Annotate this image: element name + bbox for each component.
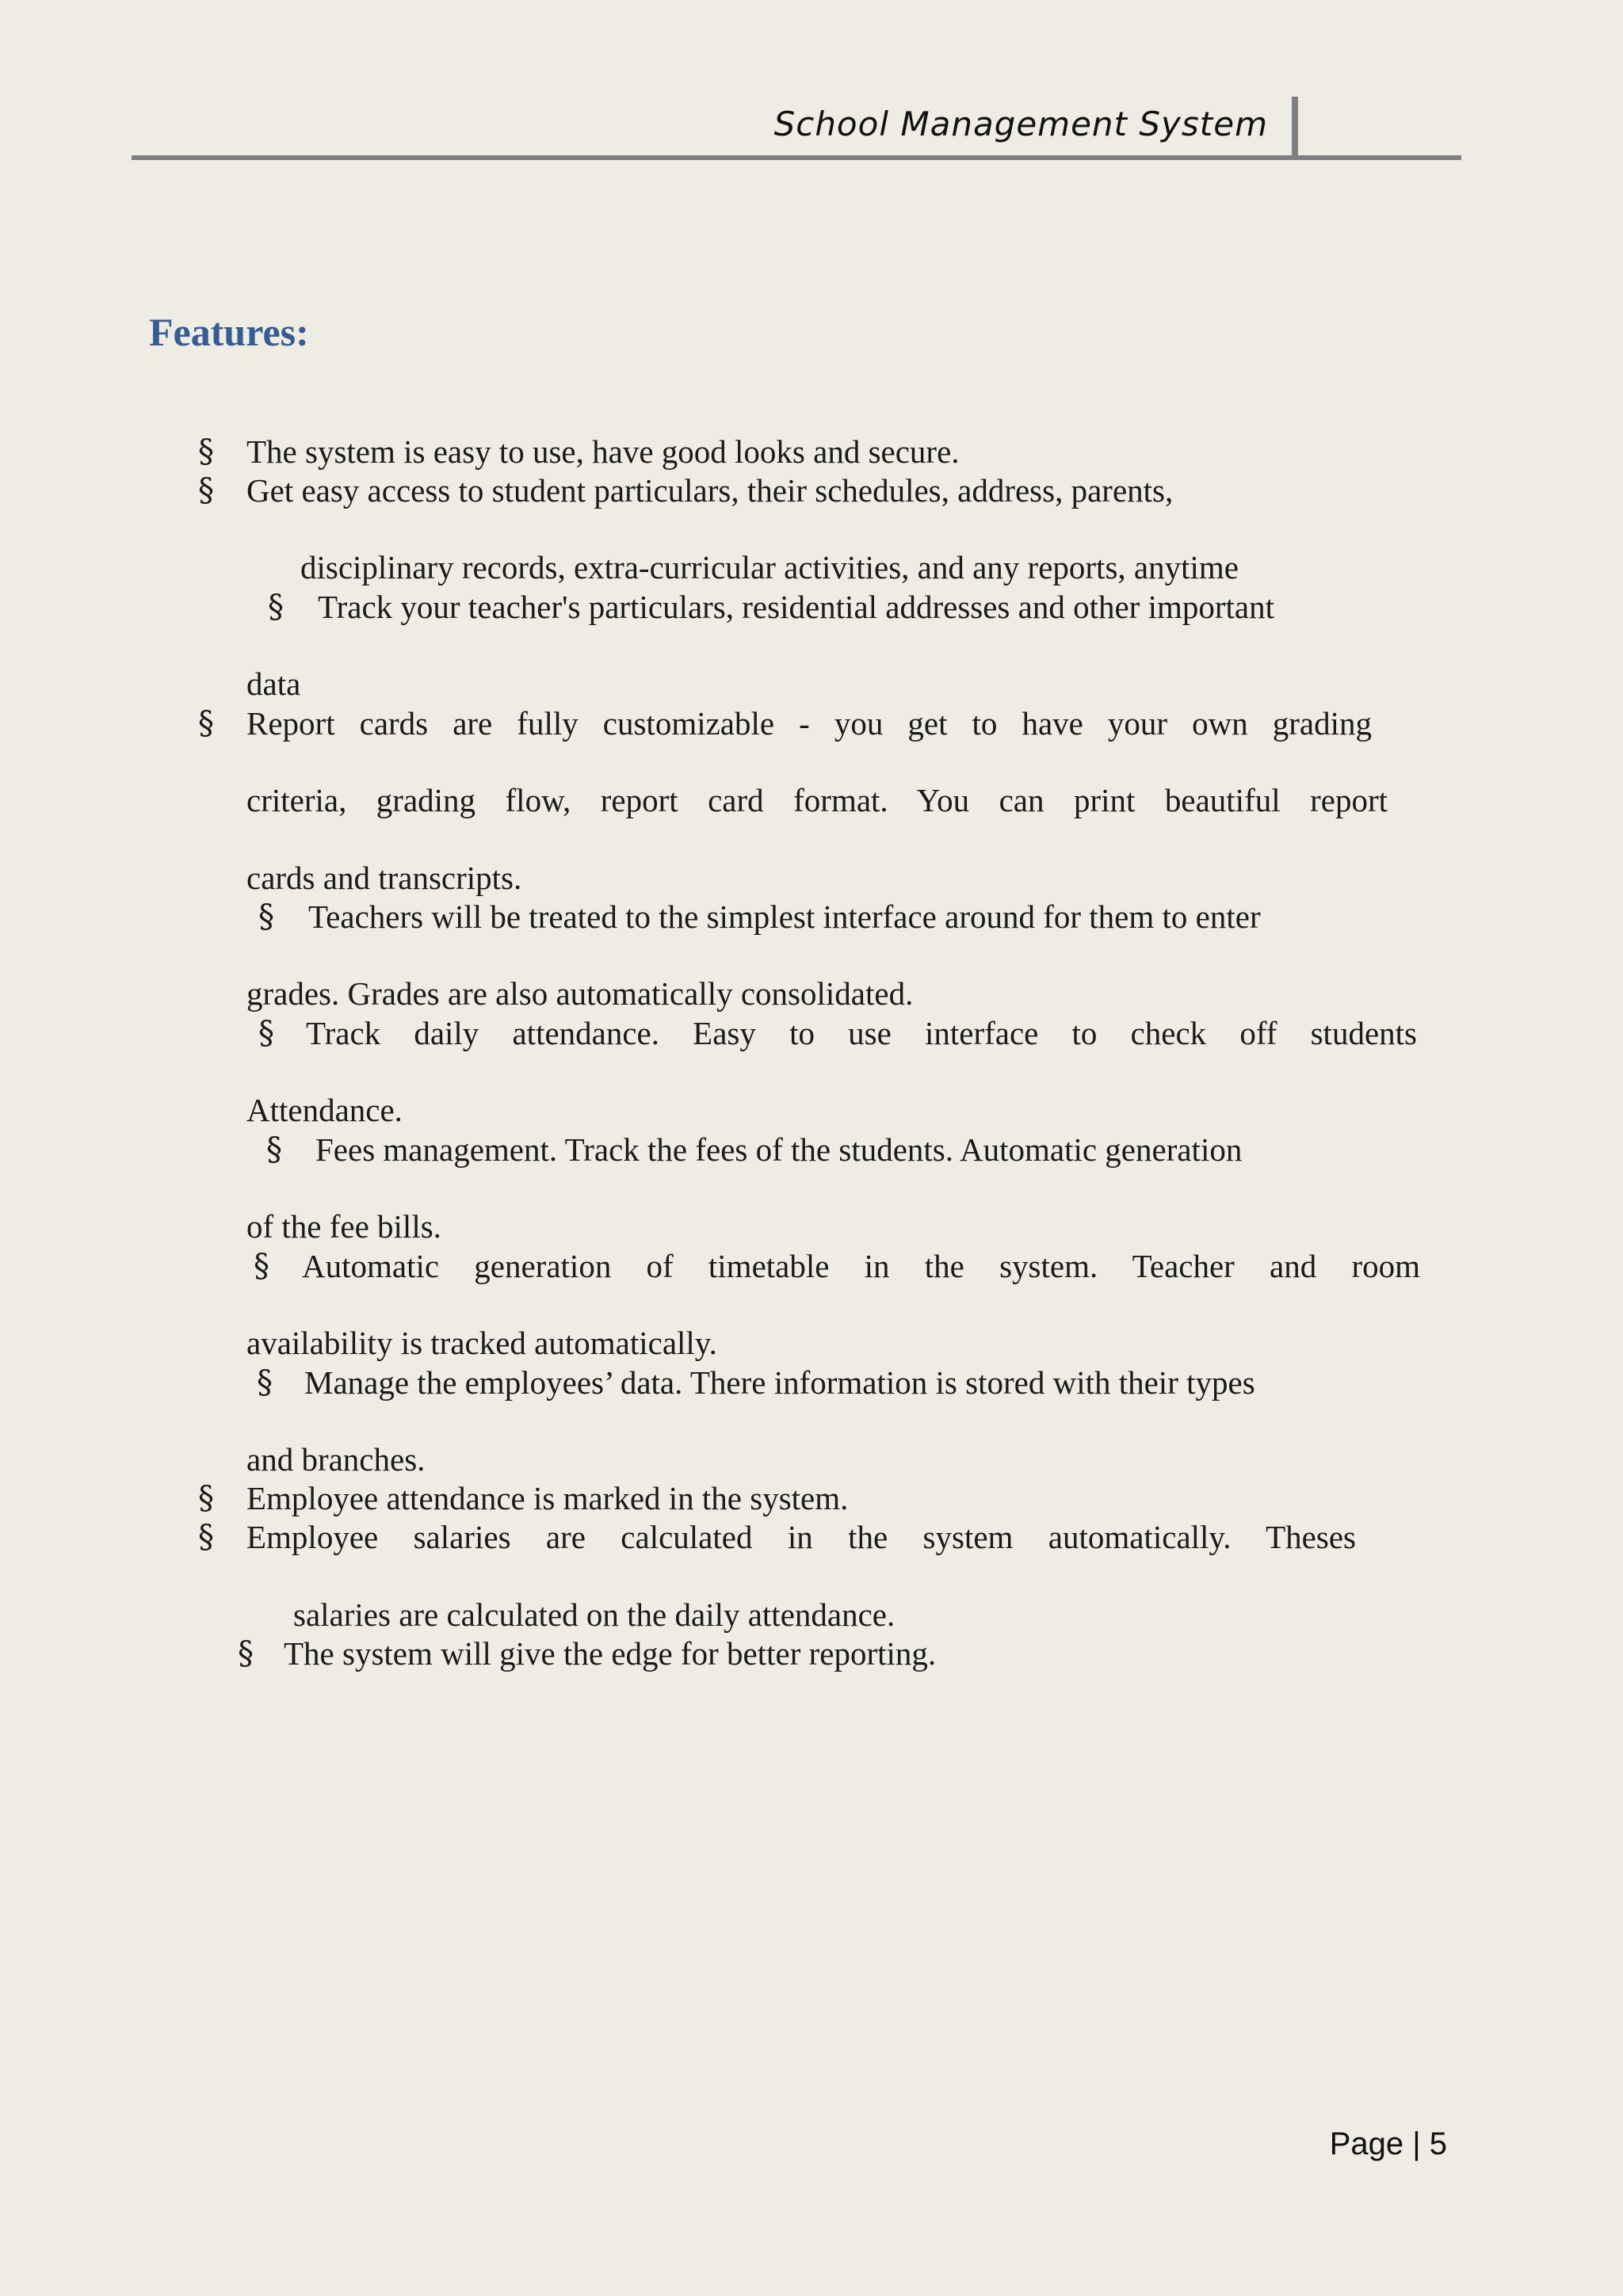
feature-line: Attendance.	[246, 1092, 403, 1128]
feature-line: grades. Grades are also automatically consolidated.	[246, 975, 914, 1012]
bullet-icon: §	[198, 1480, 214, 1516]
feature-line: data	[246, 666, 301, 702]
bullet-icon: §	[266, 1131, 282, 1168]
feature-line: and branches.	[246, 1441, 426, 1478]
features-heading: Features:	[149, 310, 309, 354]
page-number: Page | 5	[1329, 2126, 1447, 2161]
bullet-icon: §	[258, 898, 274, 935]
feature-line: Employee salaries are calculated in the system automatically. Theses	[246, 1519, 1356, 1555]
header-title: School Management System	[773, 105, 1268, 143]
feature-line: Report cards are fully customizable - you get to have your own grading	[246, 705, 1372, 742]
feature-line: Track your teacher's particulars, residential addresses and other important	[318, 589, 1274, 625]
header-rule	[132, 155, 1461, 160]
header-vertical-bar	[1292, 97, 1298, 158]
bullet-icon: §	[268, 589, 284, 625]
feature-line: Teachers will be treated to the simplest interface around for them to enter	[308, 898, 1261, 935]
feature-line: The system is easy to use, have good looks and secure.	[246, 433, 960, 470]
feature-line: Employee attendance is marked in the system.	[246, 1480, 849, 1516]
feature-line: salaries are calculated on the daily attendance.	[293, 1596, 896, 1633]
feature-line: The system will give the edge for better reporting.	[284, 1635, 937, 1672]
feature-line: Manage the employees’ data. There information is stored with their types	[304, 1364, 1255, 1401]
feature-line: of the fee bills.	[246, 1208, 441, 1245]
feature-line: Automatic generation of timetable in the system. Teacher and room	[302, 1248, 1420, 1284]
bullet-icon: §	[198, 1519, 214, 1555]
feature-line: Track daily attendance. Easy to use interface to check off students	[306, 1015, 1417, 1051]
feature-line: cards and transcripts.	[246, 860, 522, 896]
bullet-icon: §	[254, 1248, 269, 1284]
bullet-icon: §	[198, 472, 214, 509]
bullet-icon: §	[238, 1635, 254, 1672]
bullet-icon: §	[257, 1364, 273, 1401]
bullet-icon: §	[258, 1015, 274, 1051]
feature-line: Fees management. Track the fees of the students. Automatic generation	[315, 1131, 1243, 1168]
bullet-icon: §	[198, 433, 214, 470]
feature-line: disciplinary records, extra-curricular activities, and any reports, anytime	[300, 549, 1239, 585]
feature-line: availability is tracked automatically.	[246, 1325, 717, 1361]
feature-line: Get easy access to student particulars, their schedules, address, parents,	[246, 472, 1174, 509]
feature-line: criteria, grading flow, report card format. You can print beautiful report	[246, 782, 1388, 818]
bullet-icon: §	[198, 705, 214, 742]
